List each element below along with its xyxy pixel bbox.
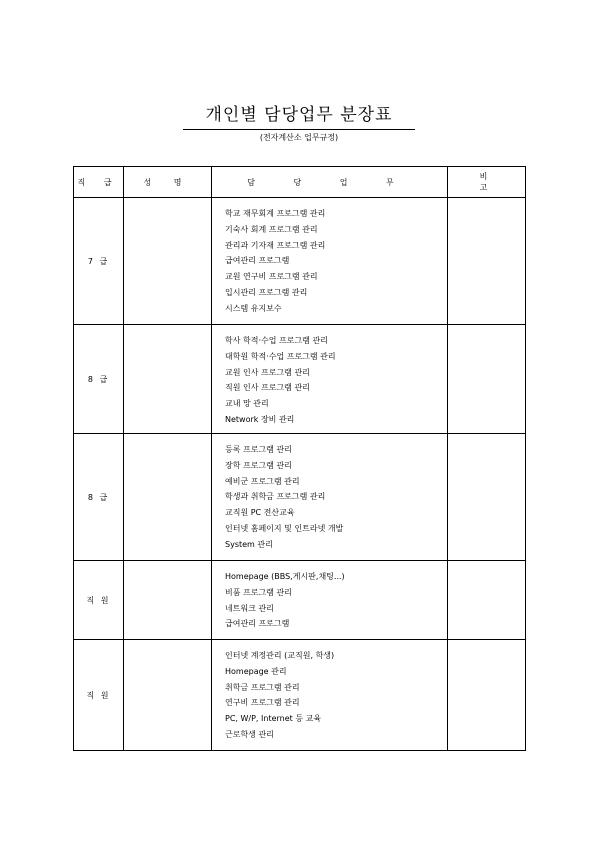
duty-list [212, 434, 447, 553]
duty-item: 급여관리 프로그램 [225, 256, 290, 266]
duty-item: 인터넷 계정관리 (교직원, 학생) [225, 651, 335, 660]
duty-item: 교원 연구비 프로그램 관리 [225, 272, 318, 282]
duty-item: 네트워크 관리 [225, 603, 274, 613]
duty-item: 장학 프로그램 관리 [225, 460, 292, 470]
duties-cell [212, 198, 448, 325]
name-cell [124, 640, 212, 751]
rank-cell: 8 급 [74, 434, 124, 561]
duty-table [73, 166, 526, 751]
rank-cell: 직 원 [74, 561, 124, 640]
note-cell [448, 434, 526, 561]
table-row [74, 561, 526, 640]
duty-item: 비품 프로그램 관리 [225, 587, 292, 597]
duties-cell [212, 640, 448, 751]
table-row [74, 198, 526, 325]
note-cell [448, 198, 526, 325]
duty-item: 교내 망 관리 [225, 399, 269, 409]
name-cell [124, 325, 212, 434]
note-cell [448, 325, 526, 434]
header-row [74, 167, 526, 198]
duty-item: 학사 학적·수업 프로그램 관리 [225, 336, 328, 345]
rank-cell: 8 급 [74, 325, 124, 434]
name-cell [124, 434, 212, 561]
duty-item: 근로학생 관리 [225, 729, 274, 739]
duty-list [212, 640, 447, 743]
duties-cell [212, 561, 448, 640]
duty-item: PC, W/P, Internet 등 교육 [225, 714, 322, 724]
duty-item: 학교 재무회계 프로그램 관리 [225, 209, 326, 218]
duty-list [212, 325, 447, 428]
duty-item: 대학원 학적·수업 프로그램 관리 [225, 351, 336, 361]
duty-item: Homepage (BBS,게시판,채팅...) [225, 572, 345, 581]
duty-list [212, 561, 447, 632]
name-cell [124, 561, 212, 640]
note-cell [448, 561, 526, 640]
duty-item: System 관리 [225, 539, 273, 549]
duty-item: 직원 인사 프로그램 관리 [225, 383, 310, 393]
duty-item: 예비군 프로그램 관리 [225, 476, 300, 486]
table-row [74, 325, 526, 434]
header-rank: 직 급 [74, 167, 124, 198]
duty-item: 기숙사 회계 프로그램 관리 [225, 224, 318, 234]
duty-item: Homepage 관리 [225, 666, 287, 676]
duties-cell [212, 434, 448, 561]
duty-item: 교직원 PC 전산교육 [225, 508, 295, 518]
header-duties: 담 당 업 무 [212, 167, 448, 198]
duty-item: 입시관리 프로그램 관리 [225, 287, 308, 297]
duty-item: 교원 인사 프로그램 관리 [225, 367, 310, 377]
duty-item: 급여관리 프로그램 [225, 619, 290, 629]
duty-item: 취학금 프로그램 관리 [225, 682, 300, 692]
duty-item: 관리과 기자재 프로그램 관리 [225, 240, 326, 250]
header-name: 성 명 [124, 167, 212, 198]
duty-item: 연구비 프로그램 관리 [225, 698, 300, 708]
document-title: 개인별 담당업무 분장표 [205, 105, 393, 125]
document-subtitle: (전자계산소 업무규정) [259, 133, 339, 142]
duties-cell [212, 325, 448, 434]
note-cell [448, 640, 526, 751]
duty-item: 인터넷 홈페이지 및 인트라넷 개발 [225, 523, 344, 533]
duty-item: Network 장비 관리 [225, 414, 295, 424]
duty-item: 학생과 취학금 프로그램 관리 [225, 492, 326, 502]
duty-item: 시스템 유지보수 [225, 303, 282, 313]
rank-cell: 직 원 [74, 640, 124, 751]
duty-list [212, 198, 447, 317]
title-underline [183, 129, 415, 130]
name-cell [124, 198, 212, 325]
rank-cell: 7 급 [74, 198, 124, 325]
duty-item: 등록 프로그램 관리 [225, 445, 292, 454]
table-row [74, 640, 526, 751]
table-row [74, 434, 526, 561]
header-note: 비 고 [448, 167, 526, 198]
